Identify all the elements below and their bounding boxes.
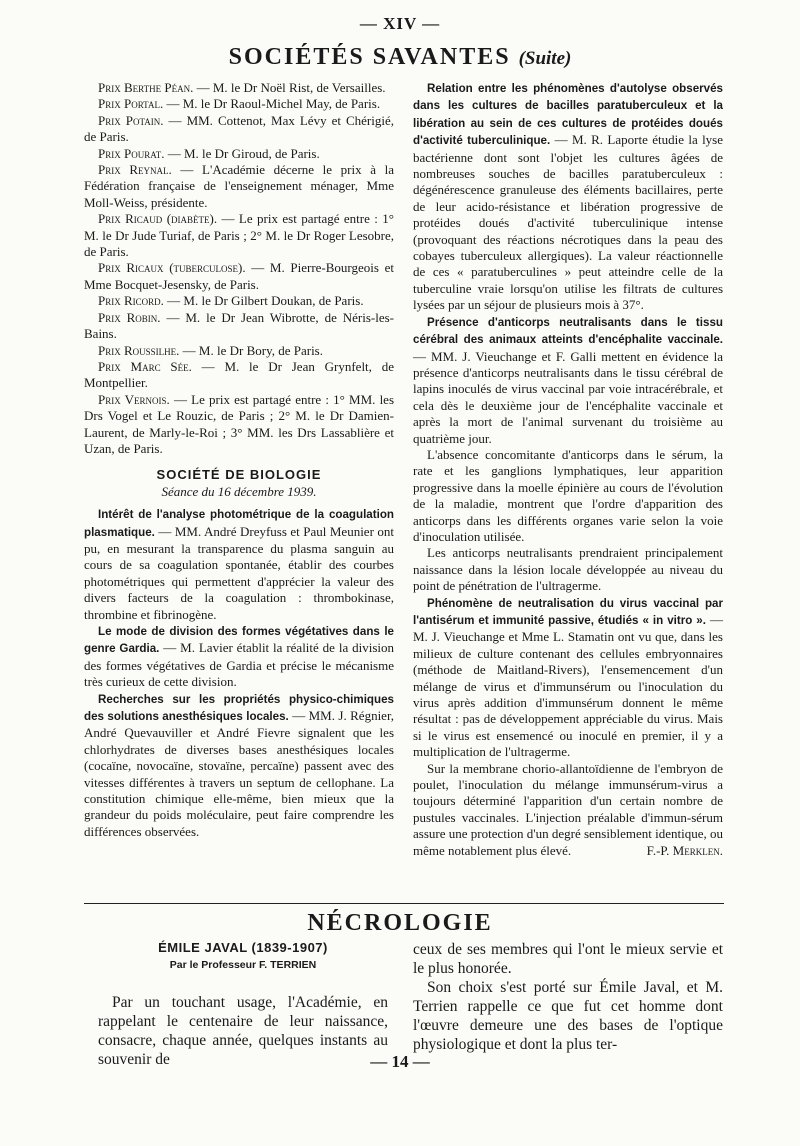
prize-text: — L'Académie décerne le prix à la Fédération française de l'enseignement ménager, Mme Moll-Weiss, présidente. — [84, 162, 395, 210]
necrologie-paragraph: Par un touchant usage, l'Académie, en rappelant le centenaire de leur naissance, consacre, chaque année, quelques instants au souvenir de — [98, 994, 388, 1068]
page-number: — 14 — — [370, 1052, 430, 1071]
prize-list — [84, 80, 394, 457]
prize-name: Prix Pourat. — [98, 145, 165, 161]
prize-text: — M. le Dr Giroud, de Paris. — [167, 145, 320, 161]
prize-entry — [84, 146, 394, 162]
necrologie-author: Par le Professeur F. TERRIEN — [169, 959, 317, 971]
prize-entry — [84, 162, 394, 211]
prize-name: Prix Robin. — [98, 309, 161, 325]
bio-item: Le mode de division des formes végétatives dans le genre Gardia. — M. Lavier établit la réalité de la division des formes végétatives de Gardia et précise le mécanisme très curieux de cette division. — [84, 625, 395, 690]
prize-entry — [84, 310, 394, 343]
prize-text: — Le prix est partagé entre : 1° M. le Dr Jude Turiaf, de Paris ; 2° M. le Dr Roger Lesobre, de Paris. — [84, 211, 394, 260]
prize-name: Prix Ricord. — [98, 293, 164, 309]
prize-entry — [84, 211, 394, 260]
prize-name: Prix Reynal. — [98, 162, 172, 178]
necrologie-subject: ÉMILE JAVAL (1839-1907) — [158, 940, 328, 955]
necrologie-title: NÉCROLOGIE — [307, 910, 493, 936]
prize-name: Prix Berthe Péan. — [98, 80, 194, 95]
necrologie-paragraph: Son choix s'est porté sur Émile Javal, et M. Terrien rappelle ce que fut cet homme dont l'œuvre demeure une des bases de l'optique physiologique et dont la plus ter- — [413, 979, 723, 1053]
bio-item: Relation entre les phénomènes d'autolyse observés dans les cultures de bacilles paratuberculeux et la libération au sein de ces cultures de protéides doués d'activité tuberculinique. — M. R. Laporte étudie la lyse bactérienne dont sont l'objet les cultures âgées de nombreuses souches de bacilles paratuberculeux : dégénérescence granuleuse des éléments bacillaires, perte de leur acido-résistance et libération progressive de protéides doués d'activité tuberculinique intense (provoquant des réactions nécrotiques dans la peau des cobayes tuberculeux allergiques). La valeur réactionnelle de ces « paratuberculines » peut atteindre celle de la tuberculine vraie lorsqu'on utilise les filtrats de cultures lysées par un séjour de plusieurs mois à 37°. — [413, 82, 724, 313]
prize-entry — [84, 96, 394, 112]
prize-entry — [84, 293, 394, 309]
prize-text: — M. Pierre-Bourgeois et Mme Bocquet-Jesensky, de Paris. — [84, 260, 395, 292]
prize-entry — [84, 359, 394, 392]
bio-item: Intérêt de l'analyse photométrique de la coagulation plasmatique. — MM. André Dreyfuss et Paul Meunier ont pu, en mesurant la transparence du plasma sanguin au cours de sa coagulation spontanée, établir des courbes photométriques qui permettent d'apprécier la valeur des divers facteurs de la coagulation : thrombokinase, thrombine et fibrinogène. — [84, 508, 395, 622]
prize-entry — [84, 392, 394, 458]
bio-item: Présence d'anticorps neutralisants dans le tissu cérébral des animaux atteints d'encéphalite vaccinale. — MM. J. Vieuchange et F. Galli mettent en évidence la présence d'anticorps neutralisants dans le tissu cérébral de lapins inoculés de virus vaccinal par voie intracérébrale, et cela dès le deuxième jour de l'encéphalite vaccinale et après la mort de l'animal survenant du troisième au quatrième jour. — [413, 315, 723, 446]
necrologie-left-column — [98, 940, 388, 1069]
bio-paragraph: L'absence concomitante d'anticorps dans le sérum, la rate et les ganglions lymphatiques, leur apparition progressive dans la moelle épinière au cours de l'évolution de la maladie, montrent que l'ordre d'apparition des anticorps dans les différents organes varie selon la voie d'inoculation utilisée. — [413, 446, 723, 544]
page-title — [0, 44, 800, 71]
prize-text: — M. le Dr Jean Wibrotte, de Néris-les-Bains. — [84, 309, 395, 342]
prize-name: Prix Portal. — [98, 96, 164, 112]
right-column — [413, 80, 723, 859]
prize-text: — MM. Cottenot, Max Lévy et Chérigié, de Paris. — [84, 112, 395, 145]
prize-entry — [84, 113, 394, 146]
bio-item: Recherches sur les propriétés physico-chimiques des solutions anesthésiques locales. — MM. J. Régnier, André Quevauviller et André Fievre signalent que les chlorhydrates de diverses bases anesthésiques locales (cocaïne, novocaïne, stovaïne, percaïne) passent avec des vitesses différentes à travers un septum de cellophane. La constitution chimique elle-même, bien mieux que la grandeur du poids moléculaire, peut faire comprendre les différences observées. — [84, 692, 395, 839]
signature: F.-P. Merklen. — [646, 842, 723, 858]
prize-name: Prix Potain. — [98, 112, 164, 128]
prize-text: — M. le Dr Jean Grynfelt, de Montpellier. — [84, 358, 394, 391]
prize-text: — M. le Dr Noël Rist, de Versailles. — [196, 80, 386, 95]
prize-entry — [84, 260, 394, 293]
left-column — [84, 80, 394, 840]
section-session-date: Séance du 16 décembre 1939. — [161, 483, 317, 499]
prize-name: Prix Ricaud (diabète). — [98, 211, 218, 227]
prize-name: Prix Marc Sée. — [98, 358, 192, 374]
title-main: SOCIÉTÉS SAVANTES — [228, 44, 511, 70]
necrologie-right-column — [413, 940, 723, 1054]
prize-text: — Le prix est partagé entre : 1° MM. les Drs Vogel et Le Rouzic, de Paris ; 2° M. le Dr Damien-Laurent, de Marly-le-Roi ; 3° MM. les Drs Lassablière et Uzan, de Paris. — [84, 391, 395, 456]
bio-paragraph: Sur la membrane chorio-allantoïdienne de l'embryon de poulet, l'inoculation du mélange immunsérum-virus a toujours déterminé l'apparition d'un certain nombre de pustules vaccinales. L'injection préalable d'immun-sérum assure une protection d'un degré sensiblement identique, ou même notablement plus élevé. F.-P. Merklen. — [413, 760, 723, 858]
section-title-biologie: SOCIÉTÉ DE BIOLOGIE — [156, 467, 322, 483]
prize-entry — [84, 343, 394, 359]
prize-entry — [84, 80, 394, 96]
prize-name: Prix Vernois. — [98, 391, 170, 407]
prize-text: — M. le Dr Bory, de Paris. — [182, 342, 323, 358]
roman-page-number: — XIV — — [359, 14, 441, 33]
prize-name: Prix Ricaux (tuberculose). — [98, 260, 246, 276]
bio-item: Phénomène de neutralisation du virus vaccinal par l'antisérum et immunité passive, étudiés « in vitro ». — M. J. Vieuchange et Mme L. Stamatin ont vu que, dans les milieux de culture contenant des cellules embryonnaires (méthode de Maitland-Rivers), l'ensemencement d'un mélange de virus et d'immunsérum ou l'inoculation du virus après addition d'immunsérum donnent le même résultat : pas de développement appréciable du virus. Mais si le virus est ensemencé ou inoculé en premier, il y a multiplication de l'ultragerme. — [413, 596, 723, 760]
prize-text: — M. le Dr Gilbert Doukan, de Paris. — [167, 293, 364, 309]
bio-paragraph: Les anticorps neutralisants prendraient principalement naissance dans la lésion locale développée au niveau du point de pénétration de l'ultragerme. — [413, 545, 723, 594]
necrologie-paragraph: ceux de ses membres qui l'ont le mieux servie et le plus honorée. — [413, 941, 723, 977]
prize-name: Prix Roussilhe. — [98, 342, 180, 358]
prize-text: — M. le Dr Raoul-Michel May, de Paris. — [166, 96, 381, 112]
section-divider — [84, 903, 724, 904]
title-suffix: (Suite) — [518, 48, 572, 69]
